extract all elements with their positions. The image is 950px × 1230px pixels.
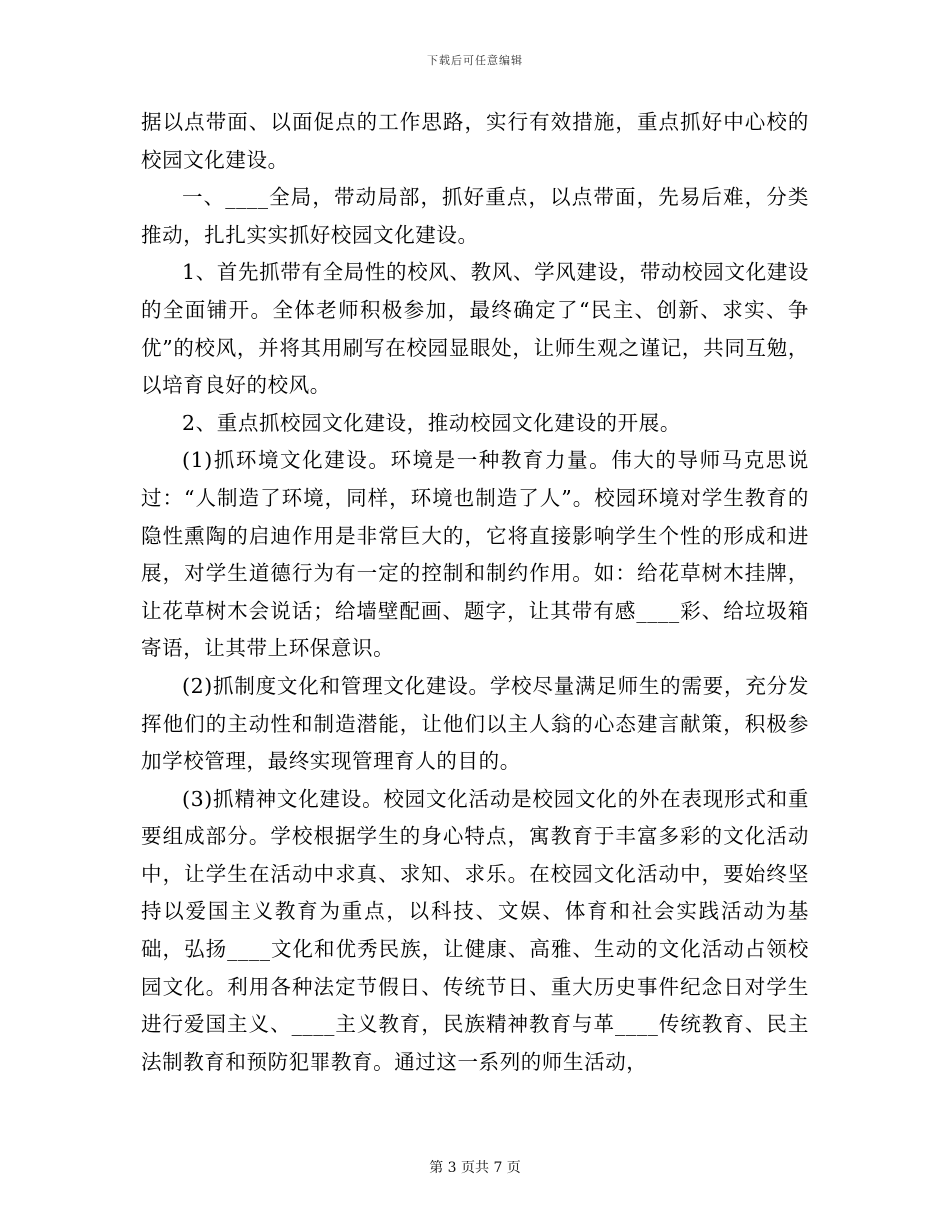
page-header: 下载后可任意编辑	[427, 54, 523, 67]
document-body	[141, 104, 809, 1081]
paragraph-subitem-1: (1)抓环境文化建设。环境是一种教育力量。伟大的导师马克思说过：“人制造了环境，同样，环境也制造了人”。校园环境对学生教育的隐性熏陶的启迪作用是非常巨大的，它将直接影响学生个性的形成和进展，对学生道德行为有一定的控制和制约作用。如：给花草树木挂牌，让花草树木会说话；给墙壁配画、题字，让其带有感____彩、给垃圾箱寄语，让其带上环保意识。	[141, 448, 809, 661]
paragraph-subitem-2: (2)抓制度文化和管理文化建设。学校尽量满足师生的需要，充分发挥他们的主动性和制造潜能，让他们以主人翁的心态建言献策，积极参加学校管理，最终实现管理育人的目的。	[141, 673, 809, 774]
paragraph-continuation: 据以点带面、以面促点的工作思路，实行有效措施，重点抓好中心校的校园文化建设。	[141, 110, 809, 172]
paragraph-item-1: 1、首先抓带有全局性的校风、教风、学风建设，带动校园文化建设的全面铺开。全体老师积极参加，最终确定了“民主、创新、求实、争优”的校风，并将其用刷写在校园显眼处，让师生观之谨记，共同互勉，以培育良好的校风。	[141, 260, 809, 398]
paragraph-subitem-3: (3)抓精神文化建设。校园文化活动是校园文化的外在表现形式和重要组成部分。学校根据学生的身心特点，寓教育于丰富多彩的文化活动中，让学生在活动中求真、求知、求乐。在校园文化活动中，要始终坚持以爱国主义教育为重点，以科技、文娱、体育和社会实践活动为基础，弘扬____文化和优秀民族，让健康、高雅、生动的文化活动占领校园文化。利用各种法定节假日、传统节日、重大历史事件纪念日对学生进行爱国主义、____主义教育，民族精神教育与革____传统教育、民主法制教育和预防犯罪教育。通过这一系列的师生活动，	[141, 786, 809, 1074]
paragraph-section-one: 一、____全局，带动局部，抓好重点，以点带面，先易后难，分类推动，扎扎实实抓好校园文化建设。	[141, 185, 809, 247]
paragraph-item-2: 2、重点抓校园文化建设，推动校园文化建设的开展。	[182, 410, 681, 435]
page-footer: 第 3 页共 7 页	[429, 1160, 521, 1176]
